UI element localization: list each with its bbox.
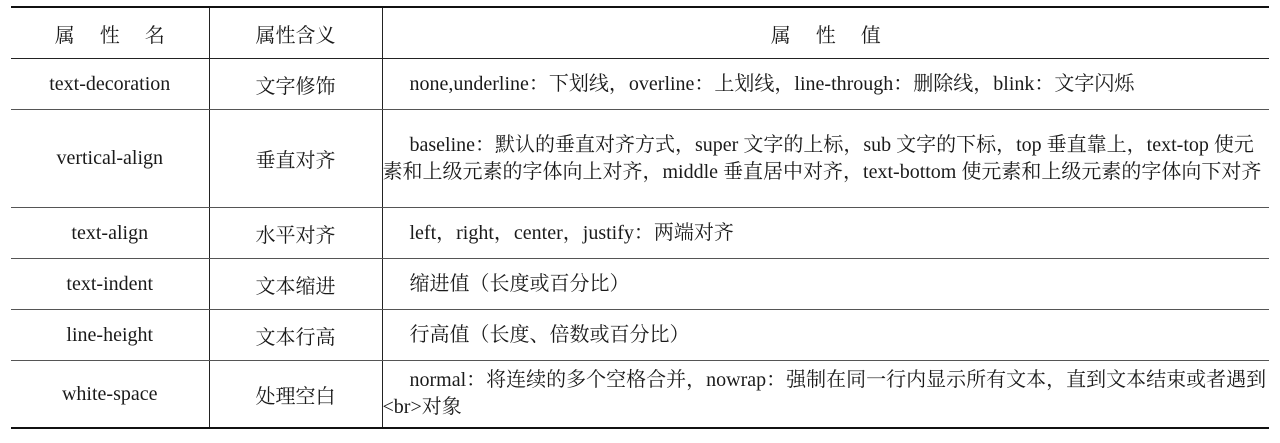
- property-value-text: 缩进值（长度或百分比）: [409, 272, 630, 295]
- header-property-value: 属 性 值: [382, 7, 1269, 59]
- property-name-cell: text-indent: [11, 259, 209, 310]
- property-value-cell: [382, 59, 1269, 110]
- table-row: [11, 310, 1269, 361]
- property-name-cell: white-space: [11, 361, 209, 429]
- property-meaning-cell: 垂直对齐: [209, 110, 382, 208]
- property-value-text: left，right，center，justify：两端对齐: [409, 221, 734, 244]
- property-meaning-cell: 文本缩进: [209, 259, 382, 310]
- property-meaning-cell: 文本行高: [209, 310, 382, 361]
- property-meaning-cell: 文字修饰: [209, 59, 382, 110]
- property-value-text: 行高值（长度、倍数或百分比）: [409, 323, 690, 346]
- header-property-meaning: 属性含义: [209, 7, 382, 59]
- property-value-text: baseline：默认的垂直对齐方式，super 文字的上标，sub 文字的下标，top 垂直靠上，text-top 使元素和上级元素的字体向上对齐，middle 垂直居中对齐，text-bottom 使元素和上级元素的字体向下对齐: [382, 133, 1262, 183]
- property-name-cell: text-decoration: [11, 59, 209, 110]
- property-value-cell: [382, 259, 1269, 310]
- property-value-text: normal：将连续的多个空格合并，nowrap：强制在同一行内显示所有文本，直到文本结束或者遇到<br>对象: [382, 369, 1267, 418]
- table-row: [11, 208, 1269, 259]
- property-value-cell: [382, 361, 1269, 429]
- table-row: [11, 110, 1269, 208]
- property-meaning-cell: 水平对齐: [209, 208, 382, 259]
- css-text-properties-table: [11, 6, 1269, 429]
- property-name-cell: line-height: [11, 310, 209, 361]
- header-property-name: 属 性 名: [11, 7, 209, 59]
- property-value-cell: [382, 208, 1269, 259]
- property-value-cell: [382, 110, 1269, 208]
- table-header-row: [11, 7, 1269, 59]
- property-meaning-cell: 处理空白: [209, 361, 382, 429]
- property-name-cell: text-align: [11, 208, 209, 259]
- table-row: [11, 259, 1269, 310]
- property-value-text: none,underline：下划线，overline：上划线，line-through：删除线，blink：文字闪烁: [409, 72, 1135, 95]
- table-row: [11, 59, 1269, 110]
- table-row: [11, 361, 1269, 429]
- property-name-cell: vertical-align: [11, 110, 209, 208]
- property-value-cell: [382, 310, 1269, 361]
